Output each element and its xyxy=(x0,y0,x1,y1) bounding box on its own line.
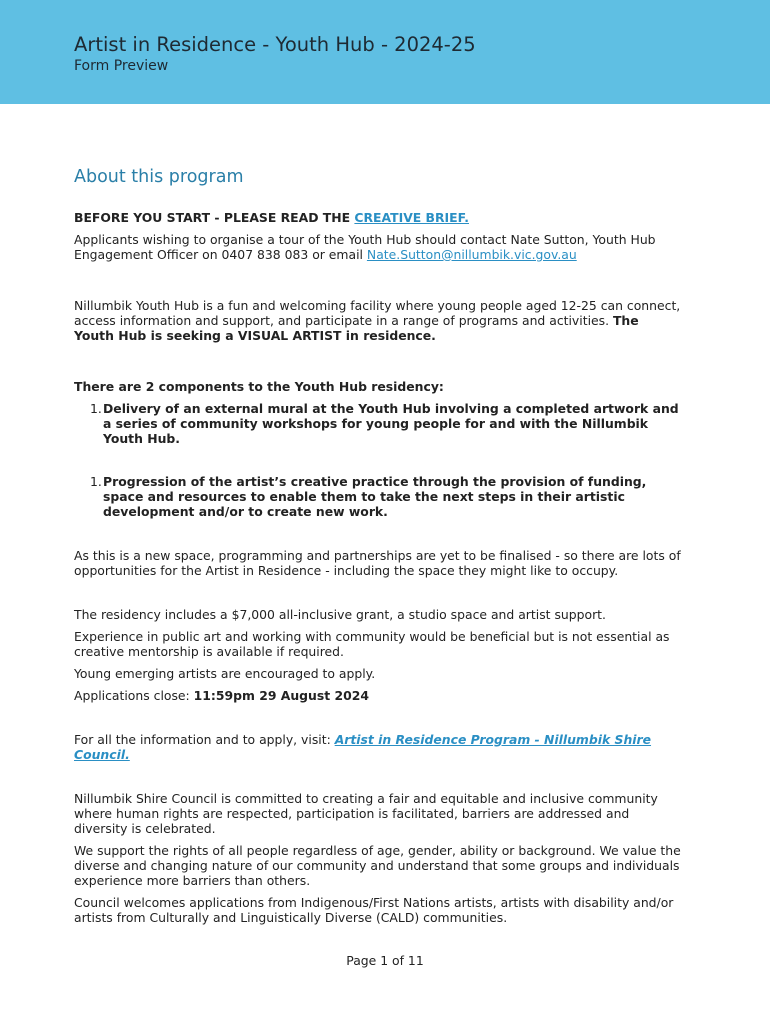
intro-paragraph xyxy=(74,298,682,343)
info-text: For all the information and to apply, visit: xyxy=(74,732,335,747)
intro-text: Nillumbik Youth Hub is a fun and welcoming facility where young people aged 12-25 can connect, access information and support, and participate in a range of programs and activities. xyxy=(74,298,681,328)
info-paragraph xyxy=(74,732,682,762)
before-start-notice xyxy=(74,210,682,225)
list-item xyxy=(74,474,682,519)
tour-text: Applicants wishing to organise a tour of the Youth Hub should contact Nate Sutton, Youth Hub Engagement Officer on 0407 838 083 or email xyxy=(74,232,656,262)
applications-close xyxy=(74,688,682,703)
close-label: Applications close: xyxy=(74,688,194,703)
grant-paragraph: The residency includes a $7,000 all-inclusive grant, a studio space and artist support. xyxy=(74,607,606,622)
page-number: Page 1 of 11 xyxy=(346,953,424,968)
experience-paragraph: Experience in public art and working with community would be beneficial but is not essential as creative mentorship is available if required. xyxy=(74,629,670,659)
list-item xyxy=(74,401,682,446)
close-date: 11:59pm 29 August 2024 xyxy=(193,688,369,703)
section-heading: About this program xyxy=(74,167,244,187)
support-paragraph: We support the rights of all people regardless of age, gender, ability or background. We value the diverse and changing nature of our community and understand that some groups and individuals experience more barriers than others. xyxy=(74,843,681,888)
welcomes-paragraph: Council welcomes applications from Indigenous/First Nations artists, artists with disability and/or artists from Culturally and Linguistically Diverse (CALD) communities. xyxy=(74,895,674,925)
list-item-text: Delivery of an external mural at the Youth Hub involving a completed artwork and a series of community workshops for young people for and with the Nillumbik Youth Hub. xyxy=(103,401,679,446)
form-subtitle: Form Preview xyxy=(74,58,169,74)
tour-paragraph xyxy=(74,232,682,262)
emerging-paragraph: Young emerging artists are encouraged to apply. xyxy=(74,666,376,681)
list-number: 1. xyxy=(90,401,102,416)
intro-bold-text: The Youth Hub is seeking a VISUAL ARTIST in residence. xyxy=(74,313,639,343)
creative-brief-link[interactable]: CREATIVE BRIEF. xyxy=(354,210,469,225)
form-content xyxy=(74,167,682,925)
committed-paragraph: Nillumbik Shire Council is committed to creating a fair and equitable and inclusive community where human rights are respected, participation is facilitated, barriers are addressed and diversity is celebrated. xyxy=(74,791,658,836)
form-header xyxy=(0,0,770,104)
before-start-text: BEFORE YOU START - PLEASE READ THE xyxy=(74,210,355,225)
email-link[interactable]: Nate.Sutton@nillumbik.vic.gov.au xyxy=(366,247,577,262)
components-heading: There are 2 components to the Youth Hub residency: xyxy=(74,379,444,394)
list-item-text: Progression of the artist’s creative practice through the provision of funding, space and resources to enable them to take the next steps in their artistic development and/or to create new work. xyxy=(103,474,647,519)
program-link[interactable]: Artist in Residence Program - Nillumbik Shire Council. xyxy=(74,732,652,762)
new-space-paragraph: As this is a new space, programming and partnerships are yet to be finalised - so there are lots of opportunities for the Artist in Residence - including the space they might like to occupy. xyxy=(74,548,681,578)
list-number: 1. xyxy=(90,474,102,489)
form-title: Artist in Residence - Youth Hub - 2024-25 xyxy=(74,33,476,56)
